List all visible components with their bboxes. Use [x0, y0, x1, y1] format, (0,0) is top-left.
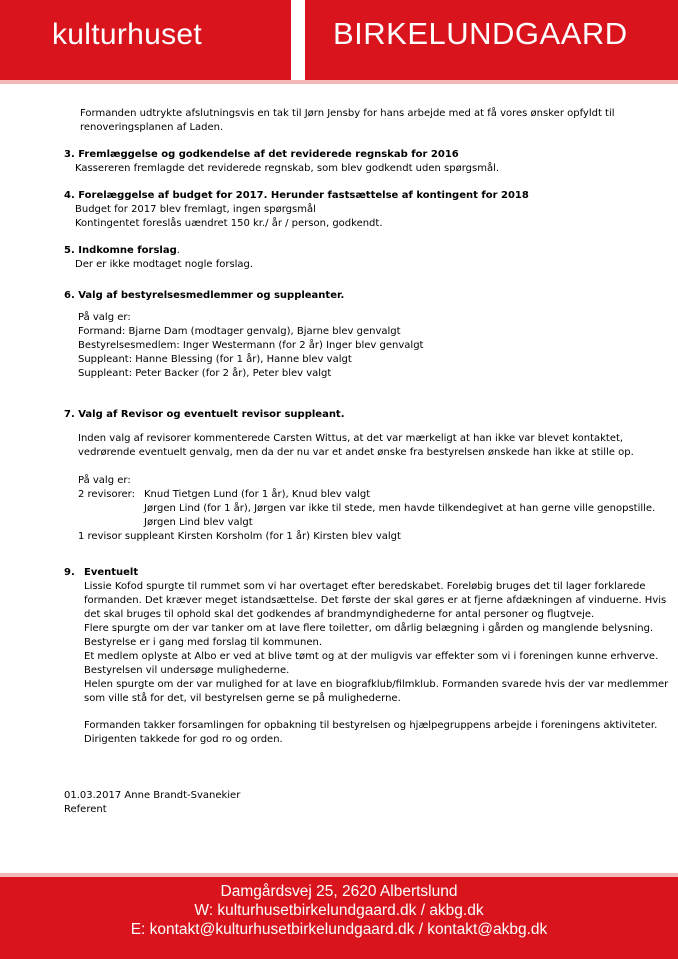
signature-role: Referent [64, 804, 107, 815]
brand-birkelundgaard: BIRKELUNDGAARD [333, 16, 628, 51]
item9-number: 9. [64, 567, 75, 578]
item9-text: formanden. Det kræver meget istandsættelse. Det første der skal gøres er at fjerne afdækningen af vinduerne. Hvis [84, 595, 667, 606]
item7-text: Jørgen Lind (for 1 år), Jørgen var ikke til stede, men havde tilkendegivet at han gerne ville genopstille. [144, 503, 656, 514]
item3-title: 3. Fremlæggelse og godkendelse af det reviderede regnskab for 2016 [64, 149, 459, 160]
item5-dot: . [176, 245, 180, 256]
item9-text: Lissie Kofod spurgte til rummet som vi har overtaget efter beredskabet. Foreløbig bruges det til lager forklarede [84, 581, 646, 592]
brand-kulturhuset: kulturhuset [52, 18, 203, 51]
signature-date-name: 01.03.2017 Anne Brandt-Svanekier [64, 790, 241, 801]
item7-text: Inden valg af revisorer kommenterede Carsten Wittus, at det var mærkeligt at han ikke var blevet kontaktet, [78, 433, 624, 444]
item7-text: vedrørende eventuelt genvalg, men da der nu var et andet ønske fra bestyrelsen ønskede han ikke at stille op. [78, 447, 634, 458]
item9-title: Eventuelt [84, 567, 139, 578]
item4-text: Budget for 2017 blev fremlagt, ingen spørgsmål [75, 204, 316, 215]
header-underline [0, 80, 678, 84]
footer-web: W: kulturhusetbirkelundgaard.dk / akbg.dk [194, 902, 484, 919]
item9-text: Bestyrelse er i gang med forslag til kommunen. [84, 637, 323, 648]
item5-title: 5. Indkomne forslag [64, 245, 177, 256]
item4-text: Kontingentet foreslås uændret 150 kr./ år / person, godkendt. [75, 218, 383, 229]
footer-email: E: kontakt@kulturhusetbirkelundgaard.dk / kontakt@akbg.dk [130, 921, 548, 938]
item7-text: På valg er: [78, 475, 131, 486]
item6-text: Bestyrelsesmedlem: Inger Westermann (for 2 år) Inger blev genvalgt [78, 340, 424, 351]
item7-label: 2 revisorer: [78, 489, 135, 500]
item3-text: Kassereren fremlagde det reviderede regnskab, som blev godkendt uden spørgsmål. [75, 163, 500, 174]
item7-text: Knud Tietgen Lund (for 1 år), Knud blev valgt [144, 489, 371, 500]
item4-title: 4. Forelæggelse af budget for 2017. Herunder fastsættelse af kontingent for 2018 [64, 190, 529, 201]
closing-text: Dirigenten takkede for god ro og orden. [84, 734, 283, 745]
item6-text: Suppleant: Peter Backer (for 2 år), Peter blev valgt [78, 368, 332, 379]
intro-line: Formanden udtrykte afslutningsvis en tak til Jørn Jensby for hans arbejde med at få vores ønsker opfyldt til [80, 108, 615, 119]
header-divider [291, 0, 305, 80]
closing-text: Formanden takker forsamlingen for opbakning til bestyrelsen og hjælpegruppens arbejde i foreningens aktiviteter. [84, 720, 658, 731]
item6-text: Formand: Bjarne Dam (modtager genvalg), Bjarne blev genvalgt [78, 326, 401, 337]
item9-text: Bestyrelsen vil undersøge mulighederne. [84, 665, 290, 676]
item5-heading [64, 244, 180, 258]
item9-text: som ville stå for det, vil bestyrelsen gerne se på mulighederne. [84, 693, 401, 704]
footer-banner [0, 877, 678, 959]
intro-line: renoveringsplanen af Laden. [80, 122, 224, 133]
item6-title: 6. Valg af bestyrelsesmedlemmer og suppleanter. [64, 290, 345, 301]
item9-text: det skal bruges til ophold skal det godkendes af brandmyndighederne for antal personer og flugtveje. [84, 609, 595, 620]
item9-text: Et medlem oplyste at Albo er ved at blive tømt og at der muligvis var effekter som vi i foreningen kunne erhverve. [84, 651, 659, 662]
item6-text: Suppleant: Hanne Blessing (for 1 år), Hanne blev valgt [78, 354, 352, 365]
item7-title: 7. Valg af Revisor og eventuelt revisor suppleant. [64, 409, 345, 420]
item5-text: Der er ikke modtaget nogle forslag. [75, 259, 254, 270]
item7-text: Jørgen Lind blev valgt [144, 517, 253, 528]
item9-text: Helen spurgte om der var mulighed for at lave en biografklub/filmklub. Formanden svarede hvis der var medlemmer [84, 679, 669, 690]
item9-text: Flere spurgte om der var tanker om at lave flere toiletter, om dårlig belægning i gården og manglende belysning. [84, 623, 654, 634]
footer-address: Damgårdsvej 25, 2620 Albertslund [220, 883, 458, 900]
item6-text: På valg er: [78, 312, 131, 323]
item7-text: 1 revisor suppleant Kirsten Korsholm (for 1 år) Kirsten blev valgt [78, 531, 401, 542]
